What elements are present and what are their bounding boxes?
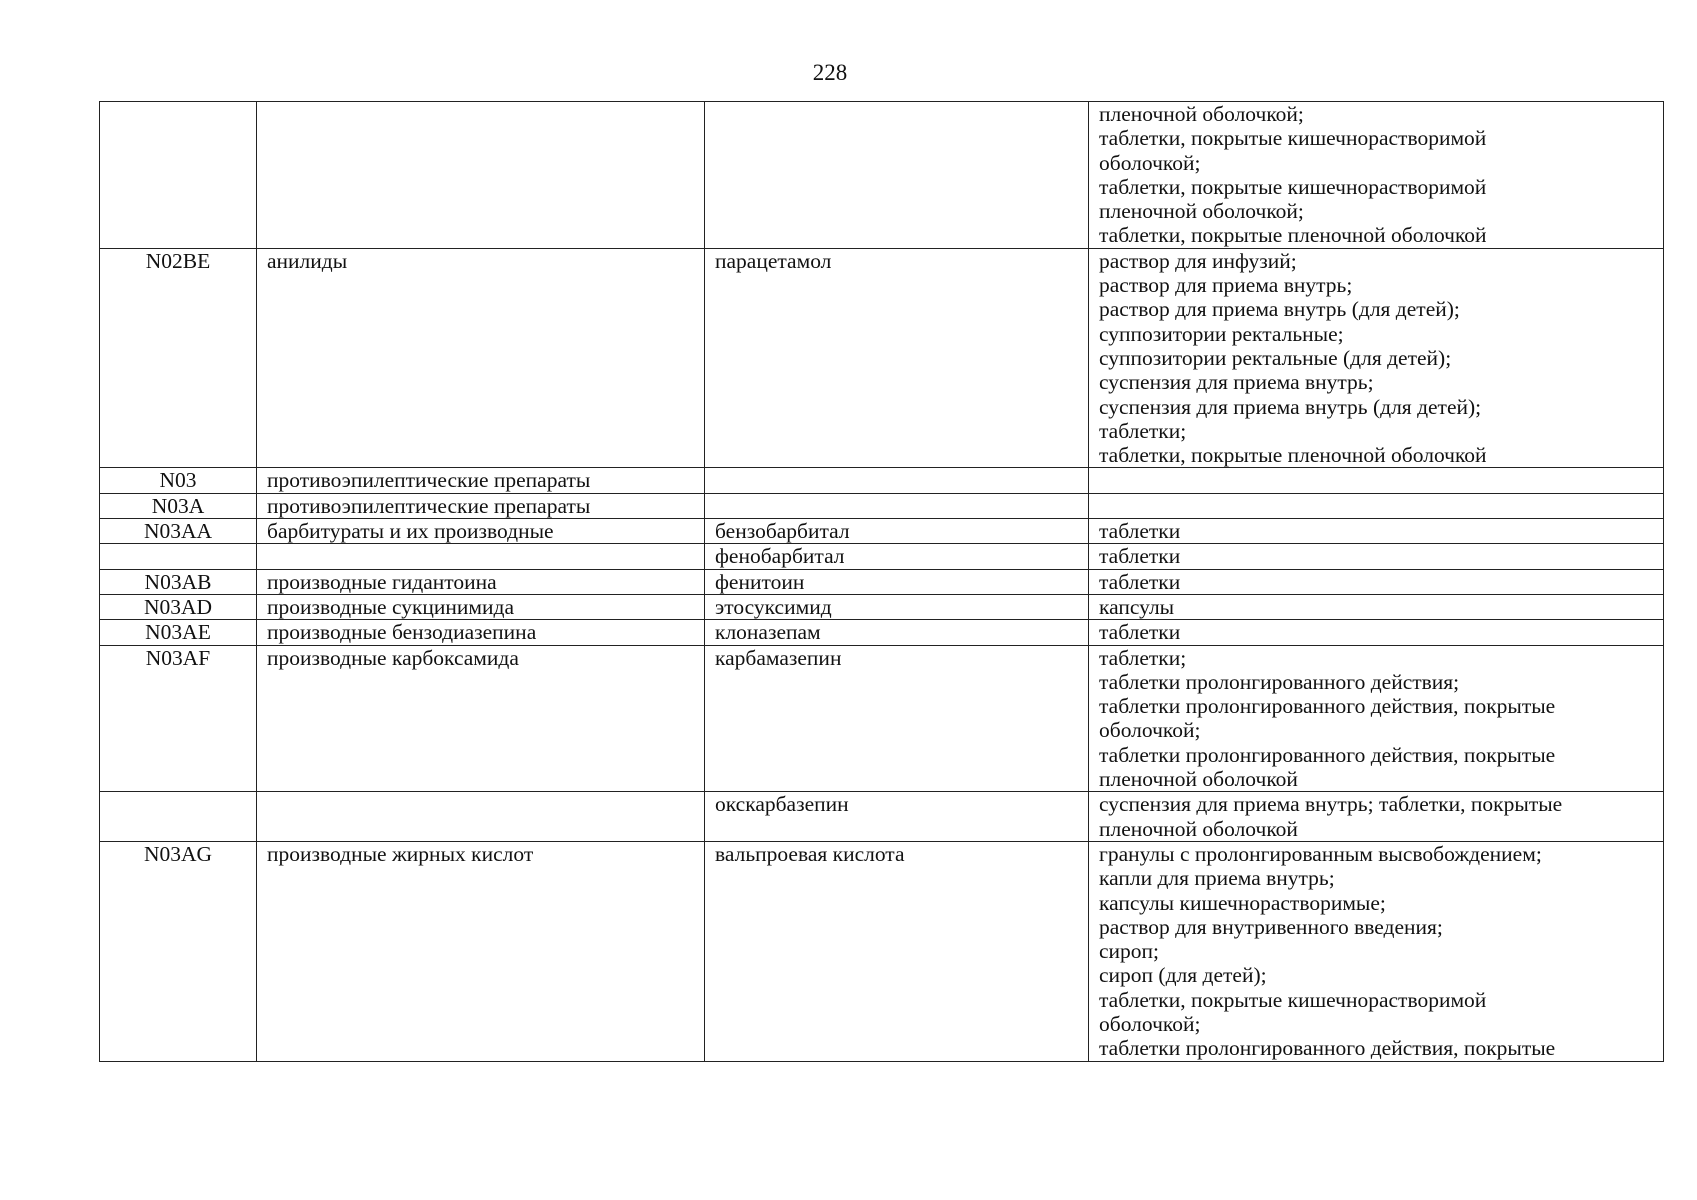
drug-name-cell: клоназепам: [705, 620, 1089, 645]
dosage-form-line: оболочкой;: [1099, 718, 1201, 743]
dosage-form-line: таблетки: [1099, 569, 1181, 594]
dosage-form-line: сироп (для детей);: [1099, 963, 1267, 988]
table-body: [100, 102, 1664, 1062]
atc-code-cell: [100, 792, 257, 842]
atc-code-cell: N03A: [100, 493, 257, 518]
dosage-form-line: таблетки пролонгированного действия, покрытые: [1099, 1036, 1556, 1061]
anatomical-therapeutic-group-cell: [257, 792, 705, 842]
dosage-forms-cell: [1089, 468, 1664, 493]
dosage-forms-cell: [1089, 519, 1664, 544]
dosage-form-line: раствор для приема внутрь (для детей);: [1099, 297, 1460, 322]
dosage-forms-cell: [1089, 544, 1664, 569]
dosage-form-line: таблетки пролонгированного действия, покрытые: [1099, 694, 1556, 719]
dosage-forms-cell: [1089, 792, 1664, 842]
dosage-form-line: таблетки, покрытые пленочной оболочкой: [1099, 223, 1487, 248]
dosage-forms-cell: [1089, 248, 1664, 468]
dosage-forms-cell: [1089, 620, 1664, 645]
dosage-form-line: таблетки: [1099, 544, 1181, 569]
anatomical-therapeutic-group-cell: [257, 102, 705, 249]
dosage-forms-cell: [1089, 102, 1664, 249]
dosage-forms-cell: [1089, 645, 1664, 792]
table-row: [100, 519, 1664, 544]
table-row: [100, 620, 1664, 645]
drug-name-cell: этосуксимид: [705, 594, 1089, 619]
dosage-forms-cell: [1089, 569, 1664, 594]
anatomical-therapeutic-group-cell: производные сукцинимида: [257, 594, 705, 619]
anatomical-therapeutic-group-cell: противоэпилептические препараты: [257, 493, 705, 518]
dosage-form-line: пленочной оболочкой;: [1099, 102, 1304, 126]
dosage-forms-cell: [1089, 841, 1664, 1061]
dosage-form-line: капсулы: [1099, 594, 1175, 619]
anatomical-therapeutic-group-cell: производные бензодиазепина: [257, 620, 705, 645]
dosage-form-line: таблетки: [1099, 620, 1181, 645]
dosage-form-line: сироп;: [1099, 939, 1160, 964]
anatomical-therapeutic-group-cell: противоэпилептические препараты: [257, 468, 705, 493]
dosage-form-line: суппозитории ректальные;: [1099, 321, 1344, 346]
table-row: [100, 493, 1664, 518]
anatomical-therapeutic-group-cell: производные жирных кислот: [257, 841, 705, 1061]
drug-name-cell: фенитоин: [705, 569, 1089, 594]
dosage-form-line: раствор для приема внутрь;: [1099, 273, 1353, 298]
dosage-form-line: пленочной оболочкой: [1099, 816, 1298, 841]
dosage-form-line: таблетки;: [1099, 645, 1187, 670]
table-row: [100, 645, 1664, 792]
dosage-form-line: раствор для инфузий;: [1099, 248, 1297, 273]
dosage-form-line: таблетки пролонгированного действия;: [1099, 669, 1460, 694]
dosage-form-line: таблетки, покрытые кишечнорастворимой: [1099, 987, 1487, 1012]
anatomical-therapeutic-group-cell: [257, 544, 705, 569]
atc-code-cell: [100, 544, 257, 569]
atc-code-cell: N03AF: [100, 645, 257, 792]
drug-name-cell: [705, 468, 1089, 493]
dosage-form-line: таблетки, покрытые пленочной оболочкой: [1099, 443, 1487, 468]
dosage-form-line: таблетки, покрытые кишечнорастворимой: [1099, 174, 1487, 199]
dosage-form-line: суспензия для приема внутрь; таблетки, покрытые: [1099, 792, 1563, 817]
dosage-form-line: капсулы кишечнорастворимые;: [1099, 890, 1386, 915]
dosage-form-line: пленочной оболочкой: [1099, 767, 1298, 792]
dosage-forms-cell: [1089, 493, 1664, 518]
table-row: [100, 544, 1664, 569]
dosage-form-line: таблетки, покрытые кишечнорастворимой: [1099, 126, 1487, 151]
anatomical-therapeutic-group-cell: анилиды: [257, 248, 705, 468]
drug-name-cell: фенобарбитал: [705, 544, 1089, 569]
dosage-form-line: оболочкой;: [1099, 150, 1201, 175]
dosage-form-line: суппозитории ректальные (для детей);: [1099, 345, 1452, 370]
anatomical-therapeutic-group-cell: производные гидантоина: [257, 569, 705, 594]
atc-code-cell: N03AE: [100, 620, 257, 645]
drug-name-cell: карбамазепин: [705, 645, 1089, 792]
drug-name-cell: [705, 493, 1089, 518]
dosage-form-line: раствор для внутривенного введения;: [1099, 914, 1443, 939]
dosage-form-line: гранулы с пролонгированным высвобождением;: [1099, 841, 1542, 866]
table-row: [100, 102, 1664, 249]
dosage-forms-cell: [1089, 594, 1664, 619]
dosage-form-line: капли для приема внутрь;: [1099, 866, 1335, 891]
atc-code-cell: N02BE: [100, 248, 257, 468]
table-row: [100, 569, 1664, 594]
atc-code-cell: N03AA: [100, 519, 257, 544]
drug-name-cell: парацетамол: [705, 248, 1089, 468]
drug-name-cell: вальпроевая кислота: [705, 841, 1089, 1061]
drug-name-cell: бензобарбитал: [705, 519, 1089, 544]
table-row: [100, 248, 1664, 468]
atc-code-cell: [100, 102, 257, 249]
drug-name-cell: окскарбазепин: [705, 792, 1089, 842]
anatomical-therapeutic-group-cell: барбитураты и их производные: [257, 519, 705, 544]
atc-code-cell: N03AB: [100, 569, 257, 594]
drug-name-cell: [705, 102, 1089, 249]
atc-code-cell: N03AD: [100, 594, 257, 619]
dosage-form-line: таблетки: [1099, 519, 1181, 544]
dosage-form-line: суспензия для приема внутрь (для детей);: [1099, 394, 1482, 419]
dosage-form-line: таблетки;: [1099, 418, 1187, 443]
dosage-form-line: суспензия для приема внутрь;: [1099, 370, 1374, 395]
dosage-form-line: пленочной оболочкой;: [1099, 199, 1304, 224]
atc-code-cell: N03AG: [100, 841, 257, 1061]
page-number: 228: [812, 60, 848, 85]
atc-code-cell: N03: [100, 468, 257, 493]
anatomical-therapeutic-group-cell: производные карбоксамида: [257, 645, 705, 792]
drug-table: [99, 101, 1664, 1062]
dosage-form-line: оболочкой;: [1099, 1011, 1201, 1036]
table-row: [100, 792, 1664, 842]
table-row: [100, 841, 1664, 1061]
table-row: [100, 468, 1664, 493]
table-row: [100, 594, 1664, 619]
dosage-form-line: таблетки пролонгированного действия, покрытые: [1099, 742, 1556, 767]
